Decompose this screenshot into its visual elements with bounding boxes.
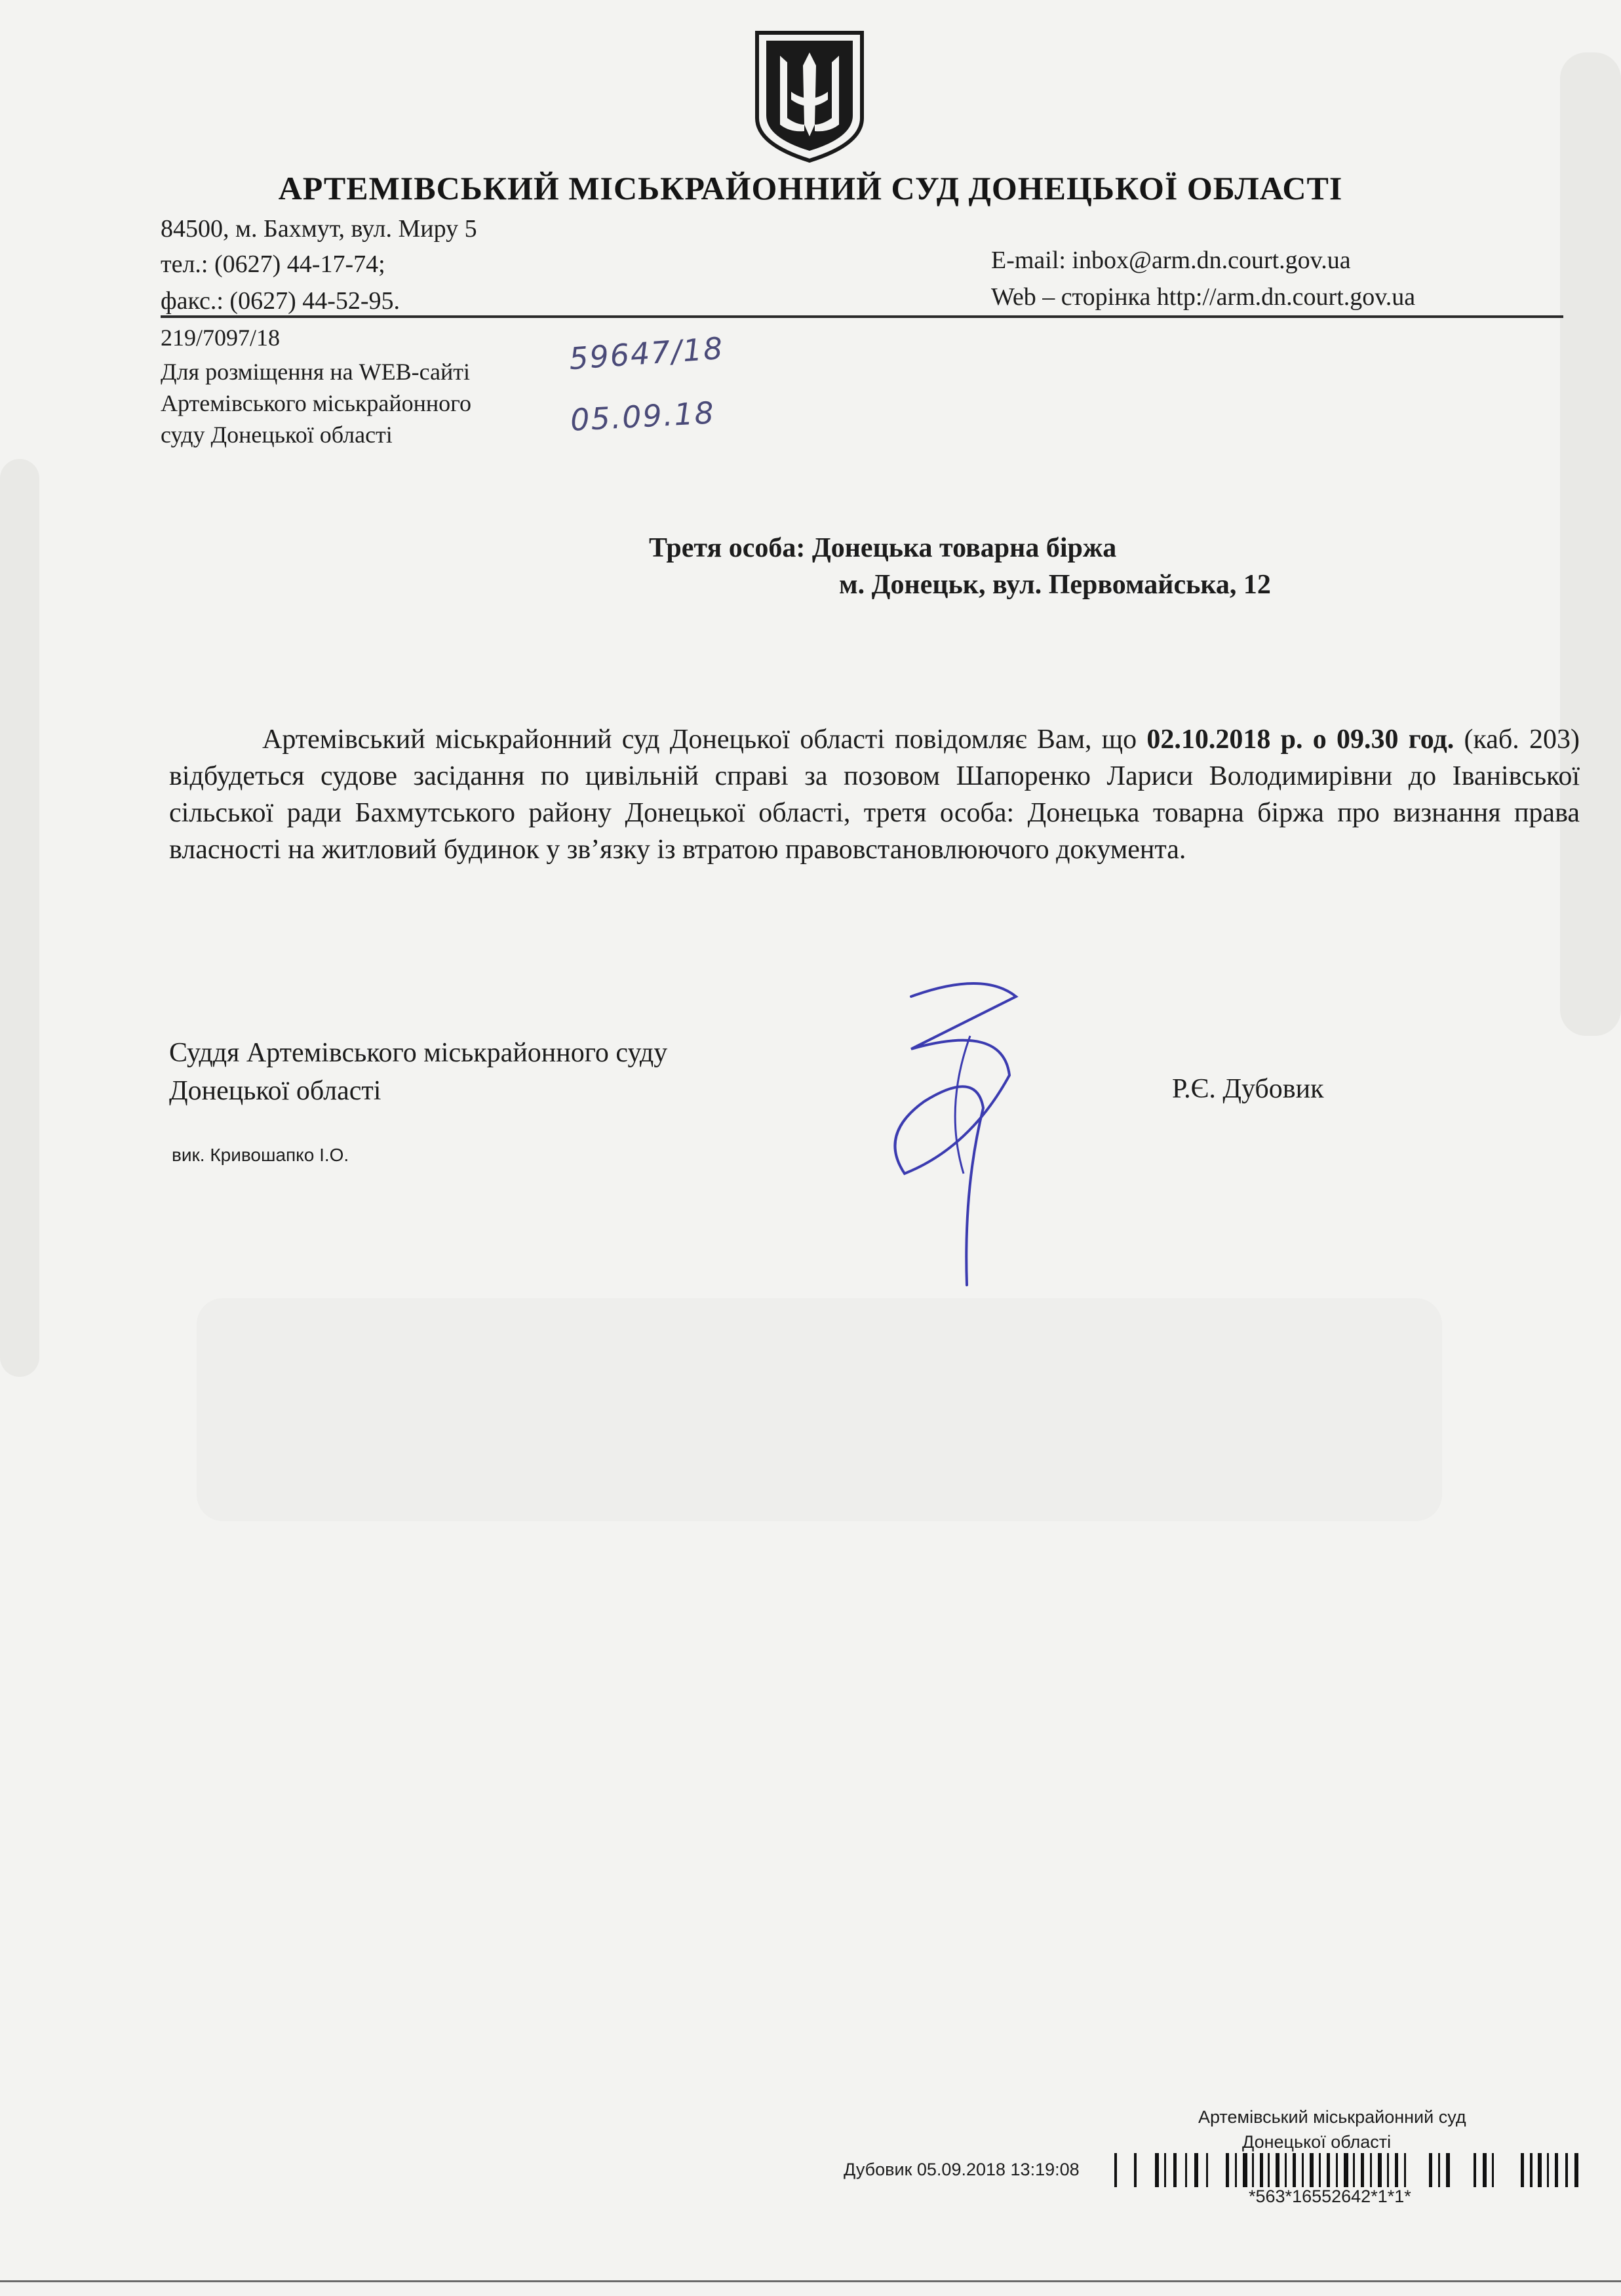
handwritten-date: 05.09.18	[569, 395, 716, 438]
barcode-icon	[1114, 2153, 1586, 2187]
reference-line: Для розміщення на WEB-сайті	[161, 359, 470, 385]
judge-name: Р.Є. Дубовик	[1172, 1074, 1324, 1104]
addressee-name: Третя особа: Донецька товарна біржа	[649, 533, 1117, 563]
executor: вик. Кривошапко І.О.	[172, 1145, 349, 1165]
judge-position: Донецької області	[169, 1076, 381, 1106]
notice-body	[169, 721, 1580, 868]
addressee-address: м. Донецьк, вул. Первомайська, 12	[839, 570, 1271, 600]
signature-icon	[865, 977, 1062, 1344]
stamp-organization: Донецької області	[1242, 2132, 1392, 2152]
scan-edge-line	[0, 2280, 1621, 2282]
court-email: E-mail: inbox@arm.dn.court.gov.ua	[991, 247, 1351, 274]
header-divider	[161, 315, 1563, 318]
notice-text: Артемівський міськрайонний суд Донецької області повідомляє Вам, що	[262, 724, 1147, 755]
signed-timestamp: Дубовик 05.09.2018 13:19:08	[844, 2160, 1080, 2179]
court-address: 84500, м. Бахмут, вул. Миру 5	[161, 215, 477, 243]
court-website: Web – сторінка http://arm.dn.court.gov.ua	[991, 283, 1416, 311]
stamp-organization: Артемівський міськрайонний суд	[1198, 2107, 1466, 2127]
scan-noise	[0, 459, 39, 1377]
handwritten-reg-number: 59647/18	[568, 330, 725, 377]
hearing-date-time: 02.10.2018 р. о 09.30 год.	[1146, 724, 1455, 755]
court-phone: тел.: (0627) 44-17-74;	[161, 250, 385, 278]
court-name: АРТЕМІВСЬКИЙ МІСЬКРАЙОННИЙ СУД ДОНЕЦЬКОЇ ОБЛАСТІ	[278, 170, 1343, 207]
barcode-number: *563*16552642*1*1*	[1249, 2187, 1411, 2206]
coat-of-arms-icon	[744, 26, 875, 167]
notice-text: (каб. 203) відбудеться судове засідання по цивільній справі за позовом Шапоренко Лариси Володимирівни до Іванівської сільської ради Бахмутського району Донецької області, третя особа: Донецька товарна біржа про визнання права власності на житловий будинок у зв’язку із втратою правовстановлюючого документа.	[169, 724, 1580, 865]
court-fax: факс.: (0627) 44-52-95.	[161, 287, 400, 315]
scan-noise	[197, 1298, 1442, 1521]
reference-line: Артемівського міськрайонного	[161, 390, 472, 416]
judge-position: Суддя Артемівського міськрайонного суду	[169, 1038, 668, 1068]
case-number: 219/7097/18	[161, 325, 281, 351]
reference-line: суду Донецької області	[161, 422, 393, 448]
